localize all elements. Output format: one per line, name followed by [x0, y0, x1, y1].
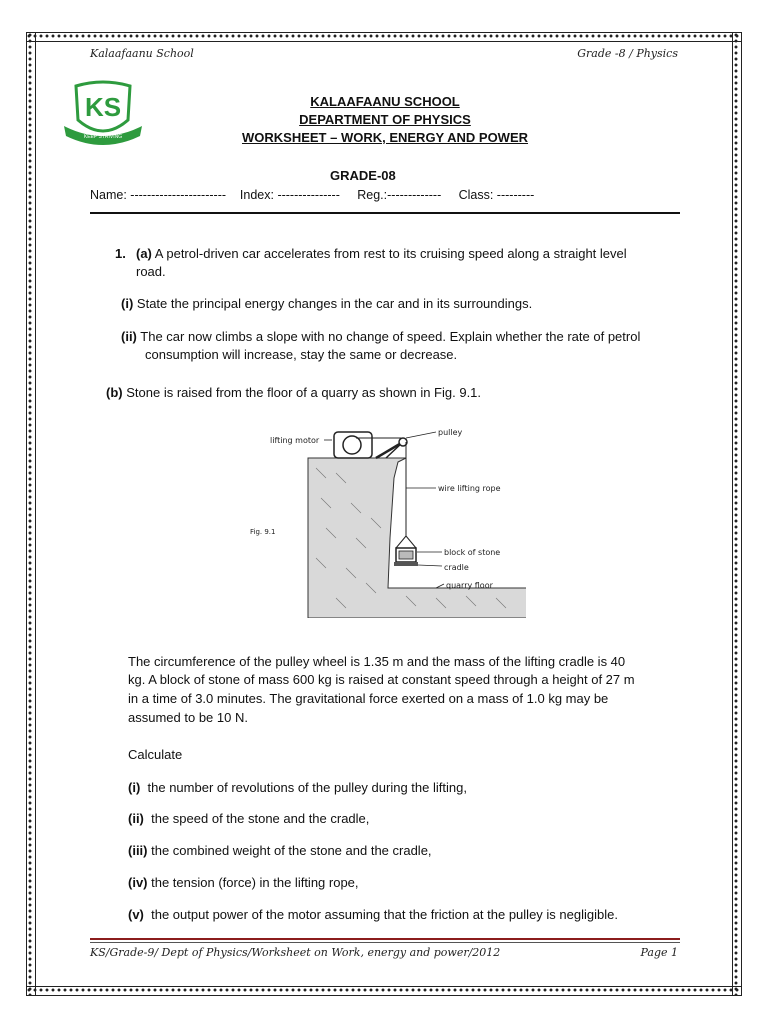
q1a-i-text: State the principal energy changes in the car and in its surroundings. — [136, 296, 533, 311]
footer-left: KS/Grade-9/ Dept of Physics/Worksheet on Work, energy and power/2012 — [90, 946, 501, 959]
q1a-text — [136, 245, 696, 263]
calc-text-iii: the combined weight of the stone and the cradle, — [151, 843, 432, 858]
calc-label-v: (v) — [128, 907, 144, 922]
q1a-line2: road. — [136, 264, 166, 279]
calc-item-v — [128, 906, 618, 924]
title-department: DEPARTMENT OF PHYSICS — [299, 112, 471, 127]
grade-label: GRADE-08 — [330, 168, 396, 183]
q1b-text: Stone is raised from the floor of a quarry as shown in Fig. 9.1. — [126, 385, 482, 400]
calc-label-i: (i) — [128, 780, 141, 795]
worksheet-title — [200, 93, 570, 147]
q1a-label: (a) — [136, 246, 152, 261]
fig-label-cradle: cradle — [444, 563, 469, 572]
footer-page-number: Page 1 — [640, 946, 678, 959]
title-school: KALAAFAANU SCHOOL — [310, 94, 460, 109]
calc-item-ii — [128, 810, 369, 828]
q1a-ii — [121, 328, 691, 346]
q1b-label: (b) — [106, 385, 123, 400]
logo-initials: KS — [84, 92, 122, 122]
fig-label-block: block of stone — [444, 548, 501, 557]
page-border-left — [26, 32, 36, 996]
title-worksheet: WORKSHEET – WORK, ENERGY AND POWER — [241, 130, 529, 145]
para-line3: in a time of 3.0 minutes. The gravitational force exerted on a mass of 1.0 kg may be — [128, 691, 609, 706]
q1a-ii-line2: consumption will increase, stay the same or decrease. — [145, 347, 458, 362]
calc-label-iii: (iii) — [128, 843, 148, 858]
q1b — [106, 384, 481, 402]
figure-quarry-pulley — [246, 418, 526, 618]
q1a-ii-line1: The car now climbs a slope with no change of speed. Explain whether the rate of petrol — [140, 329, 641, 344]
student-info-line: Name: ----------------------- Index: --------------- Reg.:------------- Class: --------- — [90, 188, 535, 202]
calculate-label: Calculate — [128, 747, 183, 762]
q1a-line1: A petrol-driven car accelerates from rest to its cruising speed along a straight level — [154, 246, 627, 261]
calc-item-iv — [128, 874, 359, 892]
fig-label-pulley: pulley — [438, 428, 463, 437]
footer-rule-red — [90, 938, 680, 940]
header-rule — [90, 212, 680, 214]
header-school: Kalaafaanu School — [90, 47, 194, 60]
fig-label-wire: wire lifting rope — [438, 484, 501, 493]
page-border-right — [732, 32, 742, 996]
para-line2: kg. A block of stone of mass 600 kg is raised at constant speed through a height of 27 m — [128, 672, 635, 687]
logo-motto: KEEP STRIVING — [83, 134, 123, 140]
fig-label-floor: quarry floor — [446, 581, 493, 590]
fig-label-lifting-motor: lifting motor — [270, 436, 320, 445]
calc-label-iv: (iv) — [128, 875, 148, 890]
school-logo — [62, 80, 144, 150]
fig-label-number: Fig. 9.1 — [250, 528, 276, 536]
calc-item-iii — [128, 842, 432, 860]
page-border-top — [26, 32, 742, 42]
calc-text-ii: the speed of the stone and the cradle, — [151, 811, 370, 826]
calc-label-ii: (ii) — [128, 811, 144, 826]
page-border-bottom — [26, 986, 742, 996]
q1a-ii-label: (ii) — [121, 329, 137, 344]
para-line1: The circumference of the pulley wheel is 1.35 m and the mass of the lifting cradle is 40 — [128, 654, 626, 669]
para-line4: assumed to be 10 N. — [128, 710, 248, 725]
calc-text-i: the number of revolutions of the pulley during the lifting, — [147, 780, 467, 795]
header-grade: Grade -8 / Physics — [577, 47, 678, 60]
footer-rule-gray — [90, 942, 680, 943]
calc-text-iv: the tension (force) in the lifting rope, — [151, 875, 359, 890]
q1a-i-label: (i) — [121, 296, 134, 311]
q1a-i — [121, 295, 532, 313]
q1-number: 1. — [115, 246, 126, 261]
calc-item-i — [128, 779, 467, 797]
calc-text-v: the output power of the motor assuming that the friction at the pulley is negligible. — [151, 907, 618, 922]
